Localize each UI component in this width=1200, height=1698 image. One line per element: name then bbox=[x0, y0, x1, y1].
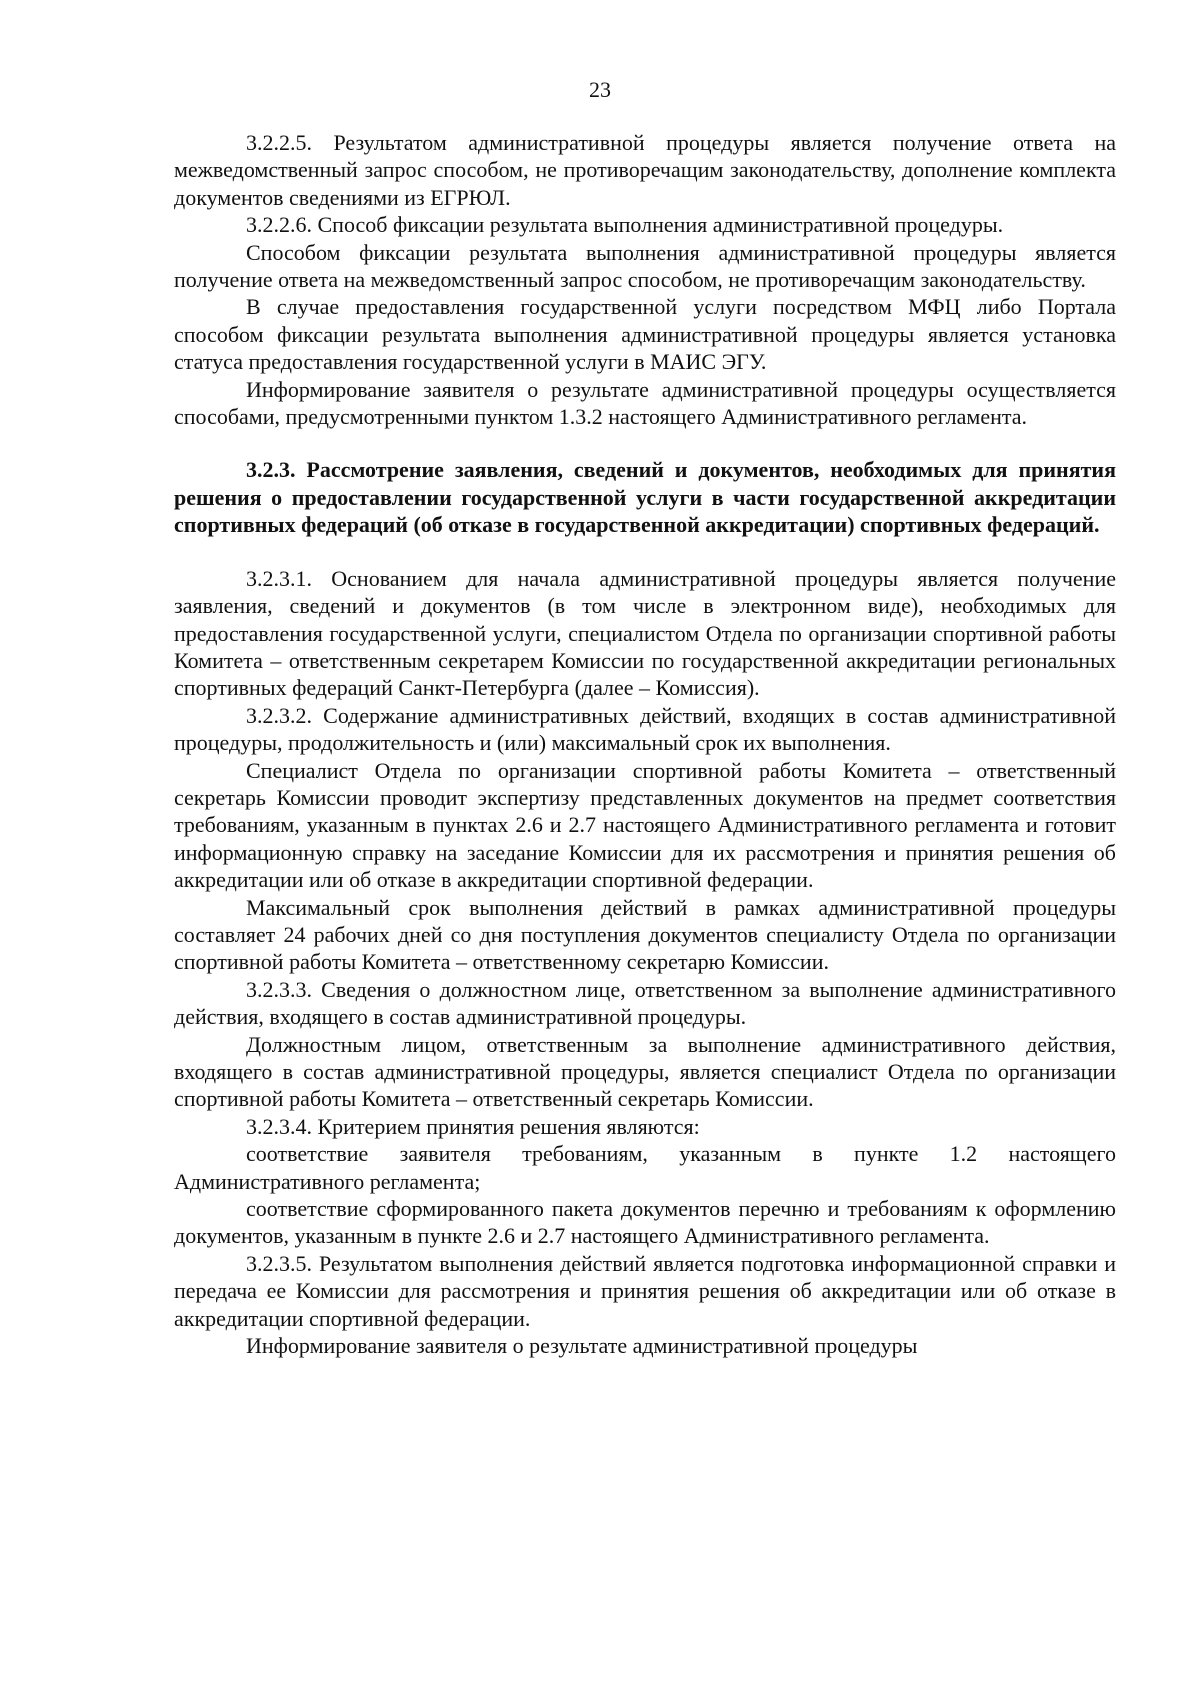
page-number: 23 bbox=[589, 77, 611, 102]
paragraph-informing-applicant-continued: Информирование заявителя о результате административной процедуры bbox=[246, 1333, 918, 1359]
section-heading-3-2-3: 3.2.3. Рассмотрение заявления, сведений и документов, необходимых для принятия решения о предоставлении государственной услуги в части государственной аккредитации спортивных федераций (об отказе в государственной аккредитации) спортивных федераций. bbox=[174, 457, 1116, 538]
paragraph-3-2-2-5: 3.2.2.5. Результатом административной процедуры является получение ответа на межведомственный запрос способом, не противоречащим законодательству, дополнение комплекта документов сведениями из ЕГРЮЛ. bbox=[174, 130, 1116, 210]
paragraph-responsible-official: Должностным лицом, ответственным за выполнение административного действия, входящего в состав административной процедуры, является специалист Отдела по организации спортивной работы Комитета – ответственный секретарь Комиссии. bbox=[174, 1031, 1116, 1112]
paragraph-mfc-portal: В случае предоставления государственной услуги посредством МФЦ либо Портала способом фиксации результата выполнения административной процедуры является установка статуса предоставления государственной услуги в МАИС ЭГУ. bbox=[174, 294, 1116, 375]
paragraph-3-2-3-2: 3.2.3.2. Содержание административных действий, входящих в состав административной процедуры, продолжительность и (или) максимальный срок их выполнения. bbox=[174, 702, 1116, 756]
paragraph-3-2-3-4: 3.2.3.4. Критерием принятия решения являются: bbox=[246, 1113, 700, 1139]
paragraph-3-2-2-6: 3.2.2.6. Способ фиксации результата выполнения административной процедуры. bbox=[246, 212, 1004, 238]
paragraph-fixation-method: Способом фиксации результата выполнения административной процедуры является получение ответа на межведомственный запрос способом, не противоречащим законодательству. bbox=[174, 239, 1116, 293]
paragraph-3-2-3-3: 3.2.3.3. Сведения о должностном лице, ответственном за выполнение административного действия, входящего в состав административной процедуры. bbox=[174, 976, 1116, 1030]
paragraph-criterion-documents: соответствие сформированного пакета документов перечню и требованиям к оформлению документов, указанным в пункте 2.6 и 2.7 настоящего Административного регламента. bbox=[174, 1196, 1116, 1249]
paragraph-expertise: Специалист Отдела по организации спортивной работы Комитета – ответственный секретарь Комиссии проводит экспертизу представленных документов на предмет соответствия требованиям, указанным в пунктах 2.6 и 2.7 настоящего Административного регламента и готовит информационную справку на заседание Комиссии для их рассмотрения и принятия решения об аккредитации или об отказе в аккредитации спортивной федерации. bbox=[174, 757, 1116, 893]
paragraph-3-2-3-5: 3.2.3.5. Результатом выполнения действий является подготовка информационной справки и передача ее Комиссии для рассмотрения и принятия решения об аккредитации или об отказе в аккредитации спортивной федерации. bbox=[174, 1250, 1116, 1331]
paragraph-informing-applicant: Информирование заявителя о результате административной процедуры осуществляется способами, предусмотренными пунктом 1.3.2 настоящего Административного регламента. bbox=[174, 376, 1116, 430]
paragraph-max-term: Максимальный срок выполнения действий в рамках административной процедуры составляет 24 рабочих дней со дня поступления документов специалисту Отдела по организации спортивной работы Комитета – ответственному секретарю Комиссии. bbox=[174, 894, 1116, 975]
document-body bbox=[174, 129, 1116, 1359]
paragraph-3-2-3-1: 3.2.3.1. Основанием для начала административной процедуры является получение заявления, сведений и документов (в том числе в электронном виде), необходимых для предоставления государственной услуги, специалистом Отдела по организации спортивной работы Комитета – ответственным секретарем Комиссии по государственной аккредитации региональных спортивных федераций Санкт-Петербурга (далее – Комиссия). bbox=[174, 565, 1116, 701]
paragraph-criterion-applicant: соответствие заявителя требованиям, указанным в пункте 1.2 настоящего Административного регламента; bbox=[174, 1141, 1116, 1194]
